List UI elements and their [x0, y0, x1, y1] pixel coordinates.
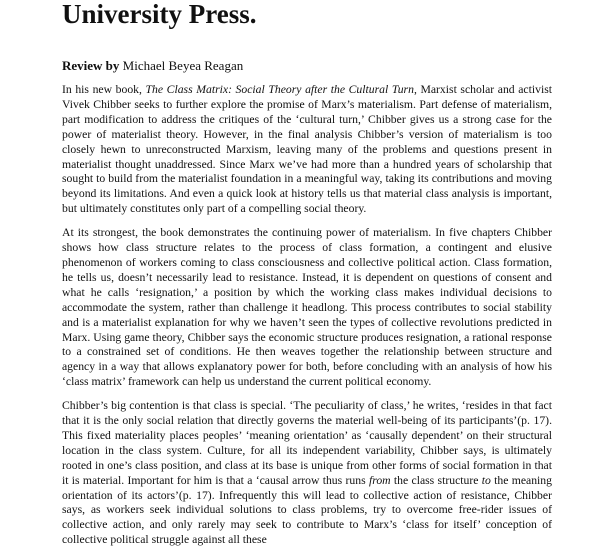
byline-prefix: Review by: [62, 58, 120, 73]
text-segment: Chibber’s big contention is that class is special. ‘The peculiarity of class,’ he writes, ‘resides in that fact that it is the only social relation that directly governs the material well-being of its participants’(p. 17). This fixed materiality places peoples’ ‘meaning orientation’ as ‘causally dependent’ on their structural location in the class system. Culture, for all its independent variability, Chibber says, is ultimately rooted in one’s class position, and class at its base is unique from other forms of social formation in that it is material. Important for him is that a ‘causal arrow thus runs: [62, 399, 552, 487]
paragraph-3: [62, 399, 552, 548]
paragraph-1: [62, 83, 552, 217]
document-page: [62, 0, 552, 548]
text-segment: At its strongest, the book demonstrates the continuing power of materialism. In five chapters Chibber shows how class structure relates to the process of class formation, a contingent and elusive phenomenon of workers coming to class consciousness and collective political action. Class formation, he tells us, doesn’t necessarily lead to resistance. Instead, it is dependent on questions of consent and what he calls ‘resignation,’ a position by which the working class makes individual decisions to accommodate the system, rather than challenge it headlong. This process contributes to social stability and is a materialist explanation for why we haven’t seen the types of collective revolutions predicted in Marx. Using game theory, Chibber says the economic structure produces resignation, a rational response to a constrained set of conditions. He then weaves together the relationship between structure and agency in a way that allows explanatory power for both, before concluding with an analysis of how his ‘class matrix’ framework can help us understand the current political economy.: [62, 226, 552, 389]
italic-text-segment: to: [481, 473, 491, 487]
title-line: University Press.: [62, 0, 257, 29]
text-segment: the meaning orientation of its actors’(p. 17). Infrequently this will lead to collective action of resistance, Chibber says, as workers seek individual solutions to class problems, try to overcome free-rider issues of collective action, and only rarely may seek to contribute to Marx’s ‘class for itself’ conception of collective political struggle against all these: [62, 473, 552, 547]
text-segment: , Marxist scholar and activist Vivek Chibber seeks to further explore the promise of Marx’s materialism. Part defense of materialism, part modification to address the critiques of the ‘cultural turn,’ Chibber gives us a strong case for the power of materialist theory. However, in the final analysis Chibber’s version of materialism is too closely hewn to unreconstructed Marxism, leaving many of the problems and questions present in materialist thought unaddressed. Since Marx we’ve had more than a hundred years of scholarship that sought to build from the materialist foundation in a meaningful way, taking its contributions and moving beyond its limitations. And even a quick look at history tells us that material class analysis is important, but ultimately constitutes only part of a compelling social theory.: [62, 83, 552, 216]
text-segment: In his new book,: [62, 83, 146, 96]
byline-author: Michael Beyea Reagan: [122, 58, 244, 73]
paragraph-2: [62, 226, 552, 390]
text-segment: the class structure: [390, 473, 482, 487]
italic-text-segment: from: [368, 473, 391, 487]
byline: [62, 58, 552, 74]
italic-text-segment: The Class Matrix: Social Theory after the Cultural Turn: [145, 83, 414, 96]
